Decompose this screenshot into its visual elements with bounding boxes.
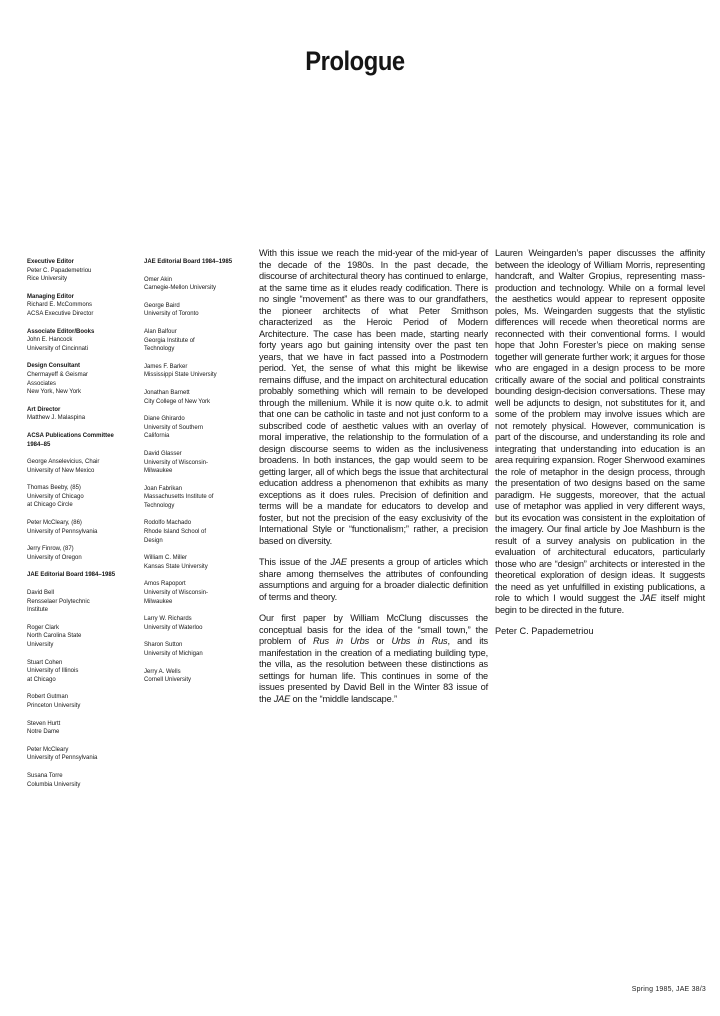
masthead-line: Richard E. McCommons bbox=[27, 302, 93, 309]
paragraph-intro: With this issue we reach the mid-year of the mid-year of the decade of the 1980s. In the past decade, the discourse of architectural theory has continued to enlarge, at the same time as it eludes ready codification. There is no single “movement” as there was to our grandfathers, the pioneer architects of what Peter Smithson characterized as the Heroic Period of Modern Architecture. The case has been made, starting nearly forty years ago but gaining intensity over the past ten years, that we have in fact passed into a Postmodern period. Yet, the sense of what this might be likewise remains diffuse, and the impact on architectural education probably something which will remain to be developed through the millenium. While it is now quite o.k. to admit that one can be catholic in taste and not just conform to a subscribed code of aesthetic values with an overlay of moral imperative, the relationship to the formulation of a design discourse seems to widen as the inclusiveness broadens. In both instances, the gap would seem to be getting larger, all of which begs the issue that architectural education address a phenomenon that exhibits as many exceptions as it does rules. Precision of definition and terms will be a mandate for educators to develop and foster, but not the precision of the easy exclusivity of the International Style or “functionalism;” rather, a precision based on diversity. bbox=[259, 248, 488, 546]
masthead-entry bbox=[27, 545, 127, 562]
page-title: Prologue bbox=[305, 46, 405, 76]
masthead-line: Jerry Finrow, (87) bbox=[27, 546, 74, 553]
masthead-entry bbox=[27, 772, 127, 789]
masthead-entry bbox=[144, 641, 242, 658]
masthead-entry bbox=[144, 302, 242, 319]
masthead-line: John E. Hancock bbox=[27, 337, 73, 344]
masthead-line: Robert Gutman bbox=[27, 694, 69, 701]
masthead-line: Peter C. Papademetriou bbox=[27, 267, 92, 274]
masthead-line: University of Wisconsin- bbox=[144, 459, 209, 466]
masthead-line: University bbox=[27, 642, 54, 648]
masthead-entry bbox=[144, 276, 242, 293]
masthead-line: Rensselaer Polytechnic bbox=[27, 598, 90, 605]
masthead-line: Columbia University bbox=[27, 781, 81, 788]
masthead-line: Mississippi State University bbox=[144, 372, 217, 379]
masthead-entry bbox=[27, 519, 127, 536]
masthead-line: University of Cincinnati bbox=[27, 345, 89, 352]
masthead-entry bbox=[144, 668, 242, 685]
masthead-entry bbox=[27, 362, 127, 396]
masthead-line: Jonathan Barnett bbox=[144, 389, 190, 396]
masthead-entry bbox=[27, 746, 127, 763]
masthead-line: Associates bbox=[27, 380, 57, 387]
masthead-line: University of Pennsylvania bbox=[27, 755, 98, 762]
masthead-line: Notre Dame bbox=[27, 729, 60, 736]
masthead-line: Rice University bbox=[27, 276, 68, 283]
masthead-line: University of Oregon bbox=[27, 554, 82, 561]
masthead-entry bbox=[27, 571, 127, 580]
masthead-entry bbox=[144, 258, 242, 267]
masthead-entry bbox=[144, 519, 242, 545]
masthead-line: Peter McCleary, (86) bbox=[27, 520, 82, 527]
masthead-entry bbox=[144, 389, 242, 406]
masthead-line: University of Pennsylvania bbox=[27, 528, 98, 535]
masthead-line: Alan Balfour bbox=[144, 328, 177, 335]
masthead-entry bbox=[27, 406, 127, 423]
masthead-entry bbox=[27, 258, 127, 284]
masthead-line: at Chicago Circle bbox=[27, 502, 73, 509]
masthead-heading: ACSA Publications Committee 1984–85 bbox=[27, 432, 114, 448]
body-column-left bbox=[259, 248, 488, 715]
masthead-entry bbox=[27, 432, 127, 449]
masthead-line: Joan Fabrikan bbox=[144, 485, 183, 492]
masthead-line: City College of New York bbox=[144, 398, 211, 405]
masthead-line: University of New Mexico bbox=[27, 467, 95, 474]
masthead-heading: JAE Editorial Board 1984–1985 bbox=[27, 572, 116, 579]
masthead-line: Technology bbox=[144, 502, 175, 509]
masthead-entry bbox=[144, 363, 242, 380]
masthead-line: University of Southern bbox=[144, 424, 204, 431]
masthead-line: Design bbox=[144, 537, 163, 544]
masthead-entry bbox=[27, 484, 127, 510]
masthead-entry bbox=[27, 328, 127, 354]
masthead-entry bbox=[144, 450, 242, 476]
page-footer: Spring 1985, JAE 38/3 bbox=[631, 986, 706, 993]
masthead-entry bbox=[27, 693, 127, 710]
masthead-line: University of Wisconsin- bbox=[144, 590, 209, 597]
masthead-entry bbox=[144, 554, 242, 571]
masthead-heading: Design Consultant bbox=[27, 363, 81, 370]
masthead-entry bbox=[144, 485, 242, 511]
paragraph-articles: Lauren Weingarden’s paper discusses the affinity between the ideology of William Morris, representing handcraft, and Walter Gropius, representing mass-production and technology. While on a formal level the aesthetics would appear to represent opposite poles, Ms. Weingarden suggests that the stylistic differences will recede when theoretical norms are reconnected with their conventional forms. I would hope that John Forester’s piece on making sense together will generate further work; it argues for those who are engaged in a design process to be more critically aware of the social and political constraints bounding design-decision conversations. These may well be adjuncts to design, not substitutes for it, and some of the problem may involve issues which are not remotely physical. However, communication is part of the discourse, and understanding its role and integrating that understanding into education is an area requiring expansion. Roger Sherwood examines the role of metaphor in the design process, through the presentation of two designs based on the same paradigm. He suggests, moreover, that the actual use of metaphor was applied in very different ways, but its evocation was consistent in the exploitation of the imagery. Our final article by Joe Mashburn is the result of a survey analysis on publication in the evaluation of architectural educators, particularly those who are “design” architects or interested in the theoretical exploration of design ideas. It suggests the need as yet unfulfilled in existing publications, a role to which I would suggest the JAE itself might begin to be directed in the future. bbox=[495, 248, 706, 615]
masthead-line: Milwaukee bbox=[144, 598, 173, 605]
masthead-line: University of Toronto bbox=[144, 311, 199, 318]
masthead-line: California bbox=[144, 433, 170, 440]
masthead-entry bbox=[27, 589, 127, 615]
masthead-entry bbox=[27, 458, 127, 475]
masthead-line: Rodolfo Machado bbox=[144, 520, 192, 527]
masthead-line: Peter McCleary bbox=[27, 746, 69, 753]
masthead-line: George Anselevicius, Chair bbox=[27, 459, 100, 466]
masthead-line: Diane Ghirardo bbox=[144, 416, 185, 423]
masthead-line: Cornell University bbox=[144, 677, 192, 684]
masthead-line: David Glasser bbox=[144, 450, 182, 457]
masthead-left bbox=[27, 258, 127, 798]
masthead-entry bbox=[144, 615, 242, 632]
masthead-heading: JAE Editorial Board 1984–1985 bbox=[144, 259, 233, 265]
masthead-entry bbox=[144, 415, 242, 441]
signature: Peter C. Papademetriou bbox=[495, 626, 594, 636]
masthead-line: Steven Hurtt bbox=[27, 720, 61, 727]
masthead-line: Thomas Beeby, (85) bbox=[27, 485, 81, 492]
masthead-line: Georgia Institute of bbox=[144, 337, 195, 344]
masthead-line: University of Chicago bbox=[27, 493, 84, 500]
masthead-line: North Carolina State bbox=[27, 633, 82, 640]
masthead-line: Omer Akin bbox=[144, 276, 173, 283]
masthead-line: George Baird bbox=[144, 302, 180, 309]
masthead-line: Chermayeff & Geismar bbox=[27, 371, 88, 378]
masthead-line: University of Waterloo bbox=[144, 624, 203, 631]
masthead-line: ACSA Executive Director bbox=[27, 310, 94, 317]
body-column-right bbox=[495, 248, 705, 638]
masthead-entry bbox=[27, 720, 127, 737]
masthead-heading: Associate Editor/Books bbox=[27, 328, 95, 335]
masthead-line: Kansas State University bbox=[144, 563, 208, 570]
masthead-line: Massachusetts Institute of bbox=[144, 494, 214, 501]
masthead-entry bbox=[27, 659, 127, 685]
masthead-line: Susana Torre bbox=[27, 772, 63, 779]
masthead-line: Jerry A. Wells bbox=[144, 668, 181, 675]
masthead-heading: Executive Editor bbox=[27, 259, 75, 265]
masthead-entry bbox=[27, 293, 127, 319]
masthead-line: Carnegie-Mellon University bbox=[144, 285, 217, 292]
masthead-line: James F. Barker bbox=[144, 363, 188, 370]
masthead-line: David Bell bbox=[27, 590, 55, 597]
masthead-line: Matthew J. Malaspina bbox=[27, 415, 86, 422]
masthead-line: at Chicago bbox=[27, 676, 56, 683]
paragraph-first-paper: Our first paper by William McClung discusses the conceptual basis for the idea of the “small town,” the problem of Rus in Urbs or Urbs in Rus, and its manifestation in the creation of a mediating building type, the villa, as the resolution between these distinctions as settings for human life. This continues in some of the issues presented by David Bell in the Winter 83 issue of the JAE on the “middle landscape.” bbox=[259, 613, 489, 704]
masthead-line: New York, New York bbox=[27, 389, 82, 396]
masthead-entry bbox=[27, 624, 127, 650]
masthead-line: Amos Rapoport bbox=[144, 581, 186, 588]
masthead-line: Stuart Cohen bbox=[27, 659, 63, 666]
masthead-line: Larry W. Richards bbox=[144, 616, 192, 623]
masthead-line: William C. Miller bbox=[144, 555, 187, 562]
masthead-line: University of Illinois bbox=[27, 668, 79, 675]
masthead-line: Roger Clark bbox=[27, 624, 60, 631]
masthead-entry bbox=[144, 580, 242, 606]
masthead-right bbox=[144, 258, 242, 694]
masthead-line: Princeton University bbox=[27, 702, 81, 709]
masthead-line: Sharon Sutton bbox=[144, 642, 183, 649]
masthead-line: Rhode Island School of bbox=[144, 529, 207, 536]
masthead-heading: Art Director bbox=[27, 406, 61, 413]
masthead-line: University of Michigan bbox=[144, 651, 203, 657]
masthead-heading: Managing Editor bbox=[27, 293, 74, 300]
masthead-line: Milwaukee bbox=[144, 468, 173, 475]
masthead-line: Technology bbox=[144, 346, 175, 353]
masthead-line: Institute bbox=[27, 607, 49, 614]
paragraph-issue: This issue of the JAE presents a group of articles which share among themselves the attributes of confounding assumptions and arguing for a broader dialectic definition of terms and theory. bbox=[259, 557, 488, 602]
masthead-entry bbox=[144, 328, 242, 354]
